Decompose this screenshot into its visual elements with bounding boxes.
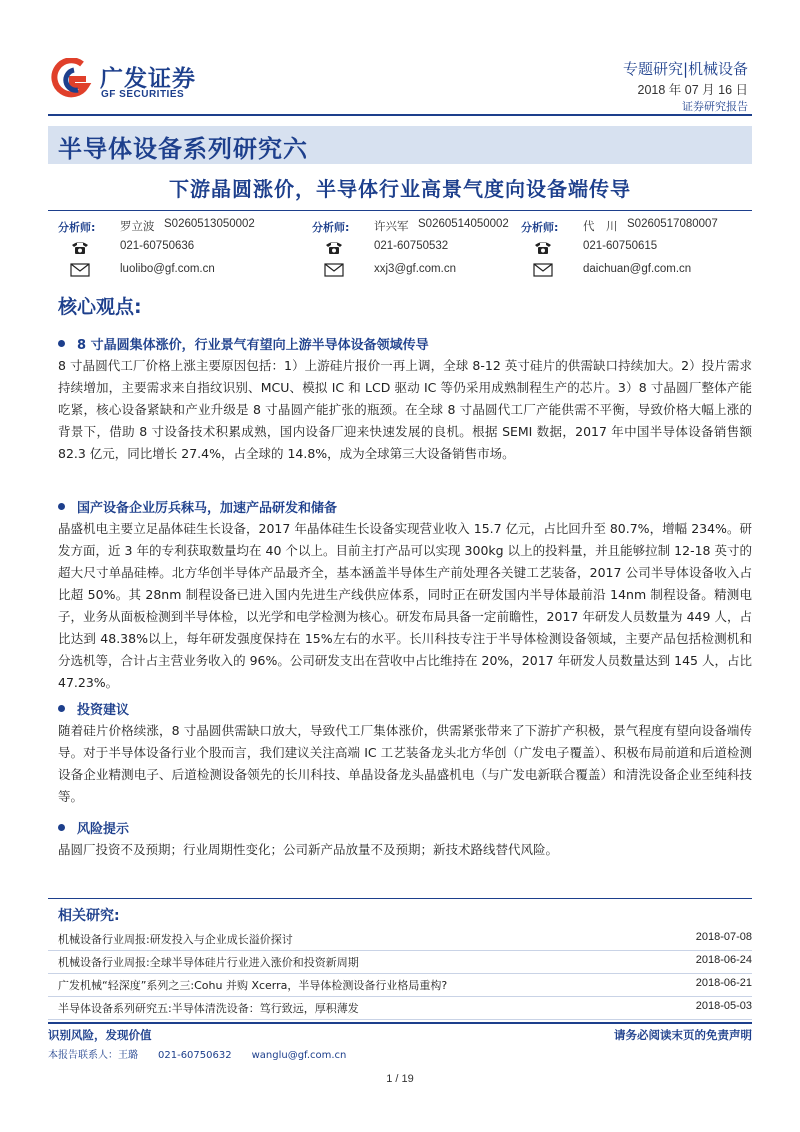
title-rule [48,210,752,211]
header-rule [48,114,752,116]
related-row-rule [48,950,752,951]
gf-logo-icon [50,58,92,100]
related-date: 2018-06-24 [695,954,752,966]
page-title: 半导体设备系列研究六 [58,135,308,163]
analyst-cert: S0260517080007 [627,218,718,230]
phone-icon [324,239,344,255]
analyst-phone: 021-60750615 [583,240,658,252]
footer-rule [48,1022,752,1024]
related-title: 半导体设备系列研究五:半导体清洗设备：笃行致远，厚积薄发 [58,1002,359,1015]
brand-name-en: GF SECURITIES [101,89,185,100]
brand-name: 广发证券 [100,66,196,92]
mail-icon [533,262,553,278]
report-date: 2018 年 07 月 16 日 [637,83,748,97]
mail-icon [324,262,344,278]
analyst-phone: 021-60750532 [374,240,449,252]
section-paragraph: 晶盛机电主要立足晶体硅生长设备，2017 年晶体硅生长设备实现营业收入 15.7 亿元，占比回升至 80.7%，增幅 234%。研发方面，近 3 年的专利获取数量均在 40 个以上。目前主打产品可以实现 300kg 以上的投料量，并且能够拉制 12-18 英寸的超大尺寸单晶硅棒。北方华创半导体产品最齐全，基本涵盖半导体生产前处理各关键工艺装备，2017 公司半导体设备收入占比超 50%。其 28nm 制程设备已进入国内先进生产线供应体系，同时正在研发国内半导体最前沿 14nm 制程设备。精测电子，业务从面板检测到半导体检，以光学和电学检测为核心。研发布局具备一定前瞻性，2017 年研发人员数量为 449 人，占比达到 48.38%以上，每年研发强度保持在 15%左右的水平。长川科技专注于半导体检测设备领域，主要产品包括检测机和分选机等，合计占主营业务收入的 96%。公司研发支出在营收中占比维持在 20%，2017 年研发人员数量达到 145 人，占比 47.23%。 [58,521,752,690]
related-title: 广发机械“轻深度”系列之三:Cohu 并购 Xcerra，半导体检测设备行业格局重构? [58,979,448,992]
footer-contact: 本报告联系人：王璐 021-60750632 wanglu@gf.com.cn [48,1050,347,1061]
section-title: 国产设备企业厉兵秣马，加速产品研发和储备 [77,501,338,516]
section-bullet [58,699,129,718]
analyst-email[interactable]: luolibo@gf.com.cn [120,263,215,275]
analyst-name: 罗立波 [120,219,155,233]
related-row-rule [48,1019,752,1020]
section-paragraph: 晶圆厂投资不及预期；行业周期性变化；公司新产品放量不及预期；新技术路线替代风险。 [58,842,559,857]
footer-slogan: 识别风险，发现价值 [48,1028,152,1042]
phone-icon [70,239,90,255]
section-title: 风险提示 [77,822,130,837]
section-paragraph: 随着硅片价格续涨，8 寸晶圆供需缺口放大，导致代工厂集体涨价，供需紧张带来了下游扩产积极，景气程度有望向设备端传导。对于半导体设备行业个股而言，我们建议关注高端 IC 工艺装备龙头北方华创（广发电子覆盖）、积极布局前道和后道检测设备企业精测电子、后道检测设备领先的长川科技、单晶设备龙头晶盛机电（与广发电新联合覆盖）和清洗设备企业至纯科技等。 [58,723,752,804]
section-title: 投资建议 [77,703,130,718]
related-row-rule [48,973,752,974]
section-bullet [58,497,337,516]
page-number: 1 / 19 [386,1073,414,1085]
page-subtitle: 下游晶圆涨价，半导体行业高景气度向设备端传导 [169,177,631,201]
analyst-phone: 021-60750636 [120,240,195,252]
bullet-dot-icon [58,340,65,347]
related-title: 机械设备行业周报:研发投入与企业成长溢价探讨 [58,933,293,946]
analyst-label: 分析师: [521,221,559,234]
section-bullet [58,818,129,837]
analyst-name: 许兴军 [374,219,409,233]
analyst-name: 代 川 [583,219,618,233]
phone-icon [533,239,553,255]
core-heading: 核心观点: [58,296,142,318]
bullet-dot-icon [58,824,65,831]
analyst-cert: S0260514050002 [418,218,509,230]
related-title: 机械设备行业周报:全球半导体硅片行业进入涨价和投资新周期 [58,956,359,969]
related-date: 2018-06-21 [695,977,752,989]
analyst-email[interactable]: xxj3@gf.com.cn [374,263,456,275]
related-top-rule [48,898,752,899]
report-type: 专题研究|机械设备 [622,60,748,78]
bullet-dot-icon [58,705,65,712]
bullet-dot-icon [58,503,65,510]
analyst-cert: S0260513050002 [164,218,255,230]
related-date: 2018-07-08 [695,931,752,943]
section-title: 8 寸晶圆集体涨价，行业景气有望向上游半导体设备领域传导 [77,338,429,353]
footer-disclaimer[interactable]: 请务必阅读末页的免责声明 [614,1028,752,1042]
related-date: 2018-05-03 [695,1000,752,1012]
section-paragraph: 8 寸晶圆代工厂价格上涨主要原因包括：1）上游硅片报价一再上调，全球 8-12 英寸硅片的供需缺口持续加大。2）投片需求持续增加，主要需求来自指纹识别、MCU、模拟 IC 和 LCD 驱动 IC 等仍采用成熟制程生产的芯片。3）8 寸晶圆厂整体产能吃紧，核心设备紧缺和产业升级是 8 寸晶圆产能扩张的瓶颈。在全球 8 寸晶圆代工厂产能供需不平衡，导致价格大幅上涨的背景下，借助 8 寸设备技术积累成熟，国内设备厂迎来快速发展的良机。根据 SEMI 数据，2017 年中国半导体设备销售额 82.3 亿元，同比增长 27.4%，占全球的 14.8%，成为全球第三大设备销售市场。 [58,358,752,461]
related-row-rule [48,996,752,997]
section-bullet [58,334,429,353]
mail-icon [70,262,90,278]
report-kind: 证券研究报告 [682,100,748,113]
analyst-email[interactable]: daichuan@gf.com.cn [583,263,692,275]
analyst-label: 分析师: [312,221,350,234]
related-heading: 相关研究: [58,908,120,924]
analyst-label: 分析师: [58,221,96,234]
